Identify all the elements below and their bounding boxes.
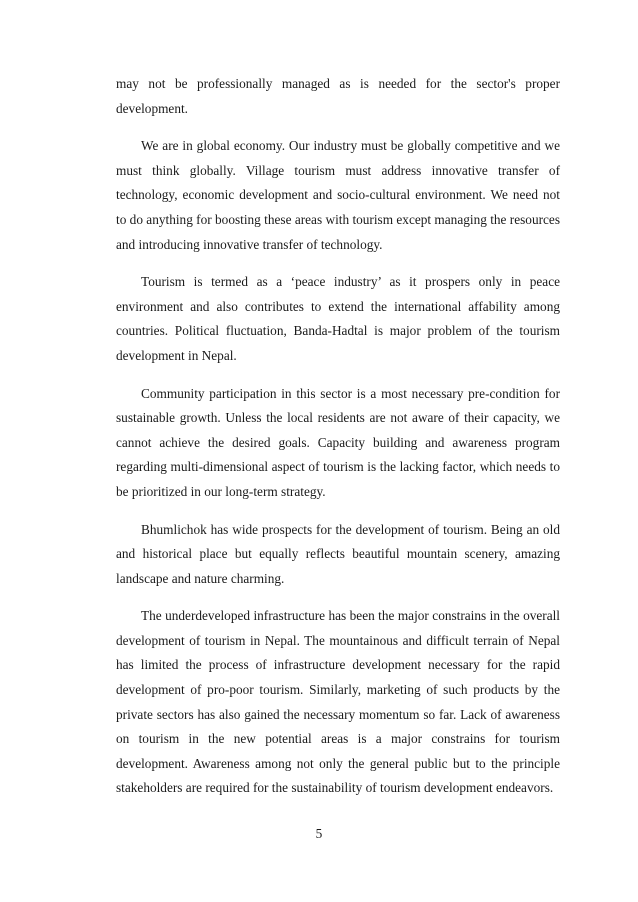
paragraph-peace-industry: Tourism is termed as a ‘peace industry’ as it prospers only in peace environment and also contributes to extend the international affability among countries. Political fluctuation, Banda-Hadtal is major problem of the tourism development in Nepal. xyxy=(116,274,560,363)
page-number: 5 xyxy=(315,826,323,841)
paragraph-community-participation: Community participation in this sector is a most necessary pre-condition for sustainable growth. Unless the local residents are not aware of their capacity, we cannot achieve the desired goals. Capacity building and awareness program regarding multi-dimensional aspect of tourism is the lacking factor, which needs to be prioritized in our long-term strategy. xyxy=(116,385,560,499)
paragraph-continuation: may not be professionally managed as is needed for the sector's proper development. xyxy=(116,76,560,116)
paragraph-bhumlichok: Bhumlichok has wide prospects for the development of tourism. Being an old and historical place but equally reflects beautiful mountain scenery, amazing landscape and nature charming. xyxy=(116,521,560,586)
paragraph-infrastructure: The underdeveloped infrastructure has been the major constrains in the overall development of tourism in Nepal. The mountainous and difficult terrain of Nepal has limited the process of infrastructure development necessary for the rapid development of pro-poor tourism. Similarly, marketing of such products by the private sectors has also gained the necessary momentum so far. Lack of awareness on tourism in the new potential areas is a major constrains for tourism development. Awareness among not only the general public but to the principle stakeholders are required for the sustainability of tourism development endeavors. xyxy=(116,608,560,796)
paragraph-global-economy: We are in global economy. Our industry must be globally competitive and we must think globally. Village tourism must address innovative transfer of technology, economic development and socio-cultural environment. We need not to do anything for boosting these areas with tourism except managing the resources and introducing innovative transfer of technology. xyxy=(116,138,560,252)
document-body xyxy=(116,72,560,814)
